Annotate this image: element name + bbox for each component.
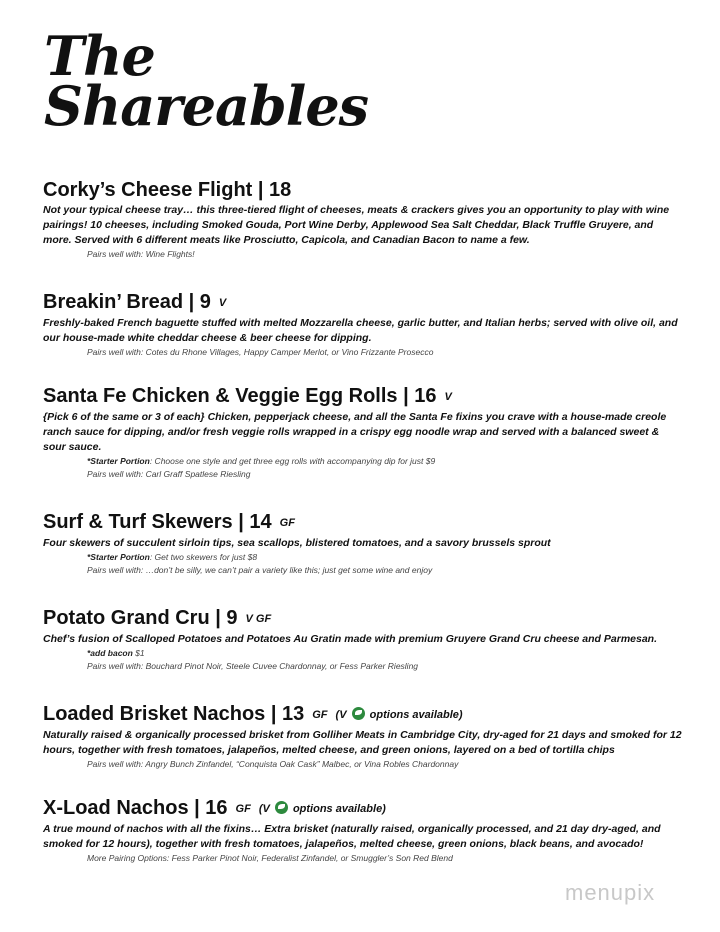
item-description: Freshly-baked French baguette stuffed with melted Mozzarella cheese, garlic butter, and Italian herbs; served with olive oil, and our house-made white cheddar cheese & beer cheese for dipping. [43,317,678,344]
diet-tag: V GF [245,613,272,625]
item-name-row [43,290,683,315]
item-name: Breakin’ Bread | 9 [43,291,211,313]
item-pairing: More Pairing Options: Fess Parker Pinot Noir, Federalist Zinfandel, or Smuggler’s Son Red Blend [87,853,453,863]
menu-title [44,24,369,138]
item-name-row [43,796,683,821]
item-pairing: Pairs well with: Cotes du Rhone Villages, Happy Camper Merlot, or Vino Frizzante Prosecco [87,347,434,357]
item-pairing: Pairs well with: Angry Bunch Zinfandel, “Conquista Oak Cask” Malbec, or Vina Robles Chardonnay [87,759,459,769]
item-name: Surf & Turf Skewers | 14 [43,511,272,533]
item-name-row [43,606,683,631]
vegan-leaf-icon [352,707,365,720]
menupix-watermark: menupix [565,880,656,905]
item-name: X-Load Nachos | 16 [43,797,228,819]
note-label: *Starter Portion [87,552,150,562]
diet-tag: GF [235,803,251,815]
menu-item-surf-turf [43,510,683,577]
vegan-options [259,803,386,815]
vegan-leaf-icon [275,801,288,814]
note-label: *Starter Portion [87,456,150,466]
item-description: Chef’s fusion of Scalloped Potatoes and Potatoes Au Gratin made with premium Gruyere Grand Cru cheese and Parmesan. [43,633,658,645]
item-name-row [43,384,683,409]
diet-tag: V [218,297,227,309]
menu-item-potato-grand-cru [43,606,683,673]
vegan-options-suffix: options available) [369,709,463,721]
item-name: Corky’s Cheese Flight | 18 [43,179,292,201]
title-line-2: Shareables [44,74,369,138]
note-label: *add bacon [87,648,133,658]
menu-item-loaded-brisket-nachos [43,702,683,771]
item-pairing: Pairs well with: Carl Graff Spatlese Riesling [87,469,251,479]
note-text: : Choose one style and get three egg rolls with accompanying dip for just $9 [149,456,436,466]
item-pairing: Pairs well with: …don’t be silly, we can’t pair a variety like this; just get some wine and enjoy [87,565,433,575]
item-pairing: Pairs well with: Wine Flights! [87,249,195,259]
add-on-note [43,647,683,660]
item-name-row [43,510,683,535]
item-description: Not your typical cheese tray… this three-tiered flight of cheeses, meats & crackers gives you an opportunity to play with wine pairings! 10 cheeses, including Smoked Gouda, Port Wine Derby, Applewood Sea Salt Cheddar, Black Truffle Gruyere, and more. Served with 6 different meats like Prosciutto, Capicola, and Canadian Bacon to name a few. [43,204,670,246]
menu-item-cheese-flight [43,178,683,261]
item-name-row [43,702,683,727]
starter-portion-note [43,455,683,468]
diet-tag: V [444,391,452,403]
item-pairing: Pairs well with: Bouchard Pinot Noir, Steele Cuvee Chardonnay, or Fess Parker Riesling [87,661,419,671]
note-text: $1 [132,648,145,658]
item-name: Loaded Brisket Nachos | 13 [43,703,305,725]
item-name: Potato Grand Cru | 9 [43,607,238,629]
note-text: : Get two skewers for just $8 [149,552,258,562]
item-description: Four skewers of succulent sirloin tips, sea scallops, blistered tomatoes, and a savory brussels sprout [43,537,551,549]
menu-item-x-load-nachos [43,796,683,865]
diet-tag: GF [312,709,328,721]
vegan-options-prefix: (V [335,709,347,721]
menu-item-breakin-bread [43,290,683,359]
vegan-options-suffix: options available) [292,803,386,815]
vegan-options [336,709,463,721]
item-description: Naturally raised & organically processed brisket from Golliher Meats in Cambridge City, dry-aged for 21 days and smoked for 12 hours, together with fresh tomatoes, jalapeños, melted cheese, and green onions, layered on a bed of tortilla chips [43,729,682,756]
title-line-1: The [44,24,155,88]
vegan-options-prefix: (V [258,803,270,815]
item-name: Santa Fe Chicken & Veggie Egg Rolls | 16 [43,385,437,407]
item-description: {Pick 6 of the same or 3 of each} Chicken, pepperjack cheese, and all the Santa Fe fixins you crave with a house-made creole ranch sauce for dipping, and/or fresh veggie rolls wrapped in a crispy egg noodle wrap and served with a balanced sweet & sour sauce. [43,411,667,453]
diet-tag: GF [279,517,295,529]
starter-portion-note [43,551,683,564]
menu-item-egg-rolls [43,384,683,481]
item-description: A true mound of nachos with all the fixins… Extra brisket (naturally raised, organically processed, and 21 day dry-aged, and smoked for 12 hours), together with fresh tomatoes, jalapeños, melted cheese, green onions, black beans, and avocado! [43,823,661,850]
